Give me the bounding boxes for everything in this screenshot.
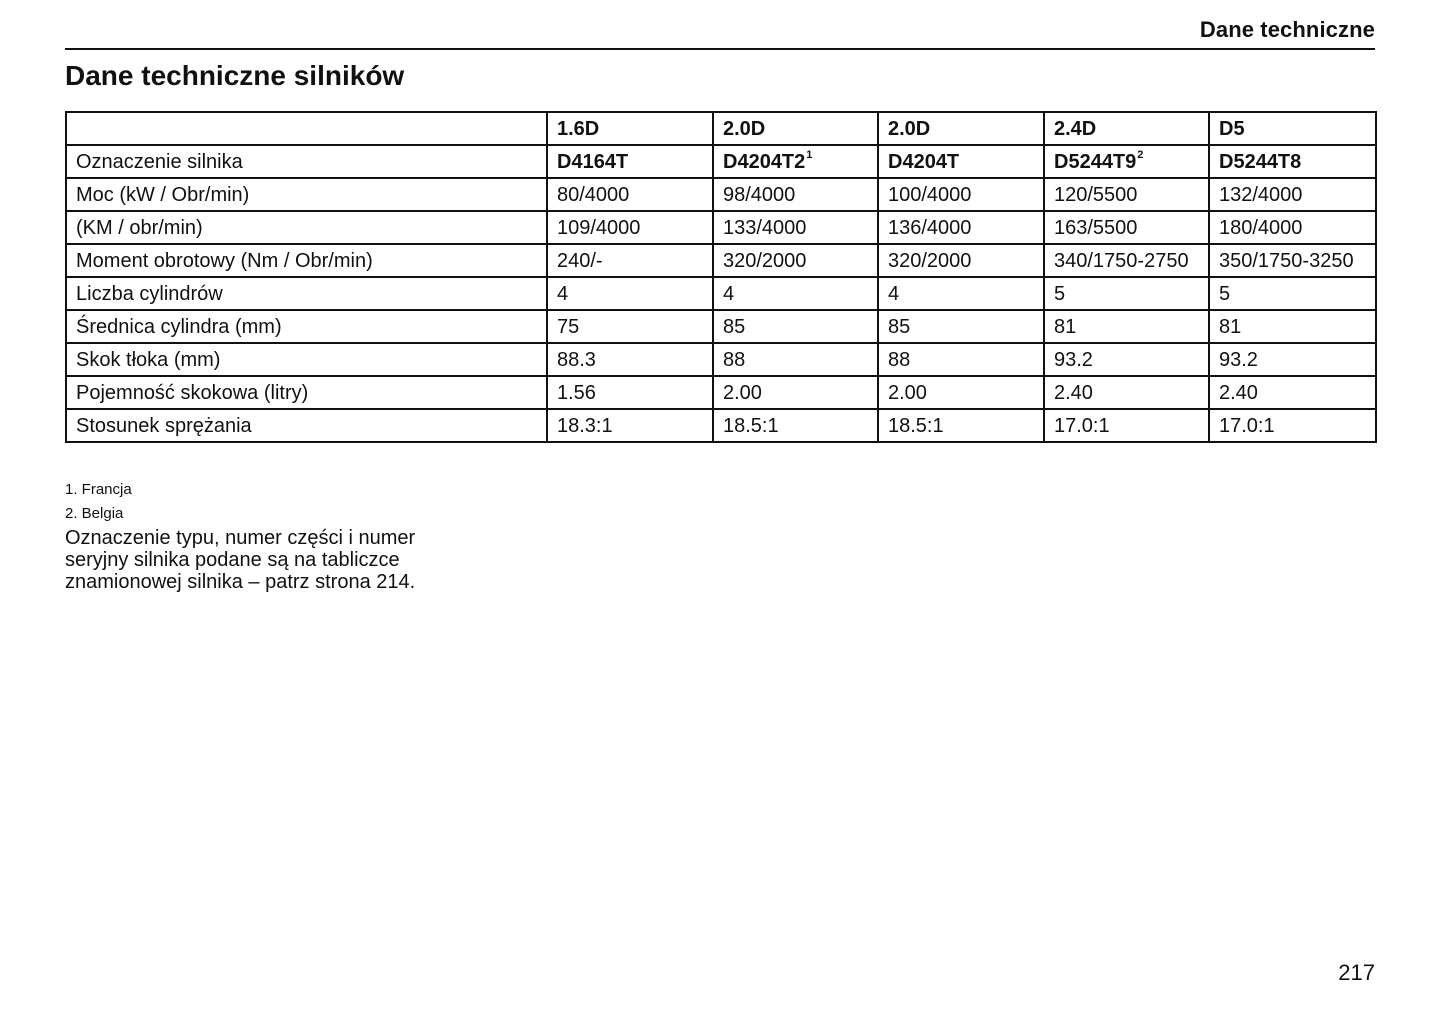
table-row: [66, 310, 1376, 343]
table-cell: 136/4000: [878, 211, 1044, 244]
table-row: [66, 343, 1376, 376]
table-cell: 81: [1209, 310, 1376, 343]
table-row: [66, 376, 1376, 409]
table-cell: 2.00: [713, 376, 878, 409]
table-cell: 4: [547, 277, 713, 310]
engine-code: D4204T2: [723, 150, 806, 173]
table-row: [66, 409, 1376, 442]
table-cell: 93.2: [1209, 343, 1376, 376]
row-label: Liczba cylindrów: [66, 277, 547, 310]
footnote: 1. Francja: [65, 481, 132, 498]
table-cell: 109/4000: [547, 211, 713, 244]
table-row: [66, 211, 1376, 244]
table-cell: 17.0:1: [1044, 409, 1209, 442]
table-cell: 1.56: [547, 376, 713, 409]
footnote-marker: 1: [806, 148, 813, 161]
table-cell: 88: [878, 343, 1044, 376]
table-cell: 18.5:1: [878, 409, 1044, 442]
table-cell: 5: [1209, 277, 1376, 310]
table-cell: 340/1750-2750: [1044, 244, 1209, 277]
footnote-marker: 2: [1137, 148, 1144, 161]
table-cell: 4: [713, 277, 878, 310]
table-cell: 320/2000: [713, 244, 878, 277]
engine-plate-note: Oznaczenie typu, numer części i numer seryjny silnika podane są na tabliczce znamionowej silnika – patrz strona 214.: [65, 527, 416, 593]
table-header-row: [66, 112, 1376, 145]
table-row: [66, 277, 1376, 310]
table-cell: 85: [878, 310, 1044, 343]
table-cell: 98/4000: [713, 178, 878, 211]
engine-code-cell: [713, 145, 878, 178]
page-number: 217: [1338, 960, 1375, 985]
footnote: 2. Belgia: [65, 505, 124, 522]
table-cell: 4: [878, 277, 1044, 310]
column-header: 2.0D: [713, 112, 878, 145]
column-header-empty: [66, 112, 547, 145]
table-cell: 350/1750-3250: [1209, 244, 1376, 277]
engine-code: D5244T9: [1054, 150, 1137, 173]
engine-code: D4164T: [557, 150, 629, 173]
table-cell: 88.3: [547, 343, 713, 376]
table-cell: 85: [713, 310, 878, 343]
footnotes: [65, 478, 132, 526]
table-cell: 320/2000: [878, 244, 1044, 277]
table-cell: 2.40: [1209, 376, 1376, 409]
engine-code-row: [66, 145, 1376, 178]
engine-code-cell: [878, 145, 1044, 178]
column-header: D5: [1209, 112, 1376, 145]
table-cell: 2.40: [1044, 376, 1209, 409]
table-cell: 80/4000: [547, 178, 713, 211]
table-row: [66, 178, 1376, 211]
running-header: Dane techniczne: [1199, 17, 1375, 42]
table-cell: 81: [1044, 310, 1209, 343]
engine-spec-table: [65, 111, 1377, 443]
table-cell: 132/4000: [1209, 178, 1376, 211]
engine-code-cell: [547, 145, 713, 178]
engine-code: D4204T: [888, 150, 960, 173]
column-header: 2.4D: [1044, 112, 1209, 145]
table-cell: 2.00: [878, 376, 1044, 409]
row-label: Moc (kW / Obr/min): [66, 178, 547, 211]
column-header: 1.6D: [547, 112, 713, 145]
table-cell: 18.5:1: [713, 409, 878, 442]
header-rule: [65, 48, 1375, 50]
table-cell: 133/4000: [713, 211, 878, 244]
table-cell: 240/-: [547, 244, 713, 277]
column-header: 2.0D: [878, 112, 1044, 145]
table-cell: 75: [547, 310, 713, 343]
row-label: Stosunek sprężania: [66, 409, 547, 442]
table-cell: 93.2: [1044, 343, 1209, 376]
table-cell: 5: [1044, 277, 1209, 310]
table-cell: 17.0:1: [1209, 409, 1376, 442]
engine-code: D5244T8: [1219, 150, 1302, 173]
row-label: Oznaczenie silnika: [66, 145, 547, 178]
row-label: Skok tłoka (mm): [66, 343, 547, 376]
table-cell: 180/4000: [1209, 211, 1376, 244]
row-label: Średnica cylindra (mm): [66, 310, 547, 343]
table-cell: 120/5500: [1044, 178, 1209, 211]
table-cell: 163/5500: [1044, 211, 1209, 244]
table-cell: 100/4000: [878, 178, 1044, 211]
engine-code-cell: [1209, 145, 1376, 178]
table-cell: 88: [713, 343, 878, 376]
table-row: [66, 244, 1376, 277]
engine-code-cell: [1044, 145, 1209, 178]
row-label: Moment obrotowy (Nm / Obr/min): [66, 244, 547, 277]
row-label: Pojemność skokowa (litry): [66, 376, 547, 409]
page-title: Dane techniczne silników: [65, 60, 405, 91]
table-cell: 18.3:1: [547, 409, 713, 442]
row-label: (KM / obr/min): [66, 211, 547, 244]
